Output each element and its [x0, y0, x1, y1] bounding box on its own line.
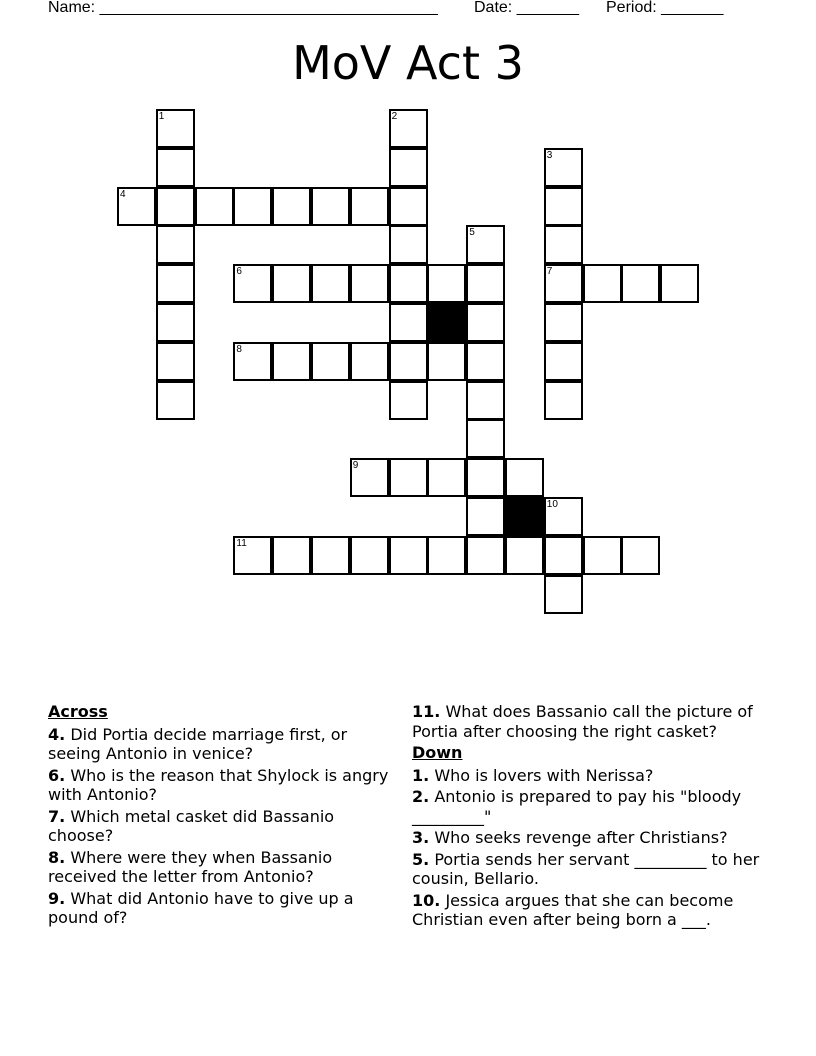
- grid-cell[interactable]: [389, 187, 428, 226]
- clue-number: 9: [352, 460, 359, 472]
- grid-cell[interactable]: [195, 187, 234, 226]
- grid-cell[interactable]: [466, 264, 505, 303]
- grid-cell[interactable]: [389, 148, 428, 187]
- down-heading: Down: [412, 743, 463, 762]
- grid-cell[interactable]: [272, 536, 311, 575]
- grid-cell[interactable]: [427, 536, 466, 575]
- grid-cell[interactable]: [311, 187, 350, 226]
- grid-cell[interactable]: [544, 148, 583, 187]
- grid-cell[interactable]: [311, 342, 350, 381]
- grid-cell[interactable]: [583, 264, 622, 303]
- black-square: [505, 497, 544, 536]
- grid-cell[interactable]: [350, 264, 389, 303]
- grid-cell[interactable]: [660, 264, 699, 303]
- clue-down-3: 3. Who seeks revenge after Christians?: [412, 828, 728, 847]
- grid-cell[interactable]: [233, 187, 272, 226]
- clues-column-left: [48, 702, 393, 930]
- grid-cell[interactable]: [156, 381, 195, 420]
- grid-cell[interactable]: [544, 187, 583, 226]
- clue-down-5: 5. Portia sends her servant _________ to her cousin, Bellario.: [412, 849, 760, 888]
- grid-cell[interactable]: [350, 458, 389, 497]
- grid-cell[interactable]: [156, 109, 195, 148]
- name-field[interactable]: Name: ______________________________________: [48, 0, 438, 16]
- clue-across-8: 8. Where were they when Bassanio received the letter from Antonio?: [48, 847, 333, 886]
- date-field[interactable]: Date: _______: [474, 0, 579, 16]
- clue-number: 4: [120, 188, 126, 200]
- grid-cell[interactable]: [466, 342, 505, 381]
- clue-number: 2: [391, 111, 398, 122]
- grid-cell[interactable]: [272, 264, 311, 303]
- grid-cell[interactable]: [389, 458, 428, 497]
- grid-cell[interactable]: [389, 536, 428, 575]
- clue-number: 5: [469, 227, 475, 239]
- clue-across-11: 11. What does Bassanio call the picture of Portia after choosing the right casket?: [412, 702, 753, 741]
- grid-cell[interactable]: [389, 109, 428, 148]
- grid-cell[interactable]: [156, 264, 195, 303]
- grid-cell[interactable]: [156, 148, 195, 187]
- clue-number: 7: [546, 266, 553, 278]
- grid-cell[interactable]: [233, 264, 272, 303]
- clue-number: 3: [546, 149, 553, 161]
- clue-down-10: 10. Jessica argues that she can become Christian even after being born a ___.: [412, 890, 734, 929]
- grid-cell[interactable]: [544, 303, 583, 342]
- clue-number: 11: [236, 537, 247, 549]
- grid-cell[interactable]: [156, 342, 195, 381]
- grid-cell[interactable]: [466, 225, 505, 264]
- grid-cell[interactable]: [544, 342, 583, 381]
- grid-cell[interactable]: [544, 536, 583, 575]
- grid-cell[interactable]: [466, 419, 505, 458]
- clue-number: 8: [236, 343, 242, 355]
- grid-cell[interactable]: [427, 458, 466, 497]
- grid-cell[interactable]: [389, 303, 428, 342]
- grid-cell[interactable]: [466, 458, 505, 497]
- clue-number: 10: [546, 499, 558, 510]
- grid-cell[interactable]: [233, 342, 272, 381]
- grid-cell[interactable]: [621, 264, 660, 303]
- clue-number: 6: [236, 266, 242, 278]
- grid-cell[interactable]: [466, 303, 505, 342]
- grid-cell[interactable]: [621, 536, 660, 575]
- grid-cell[interactable]: [350, 536, 389, 575]
- black-square: [427, 303, 466, 342]
- grid-cell[interactable]: [272, 187, 311, 226]
- grid-cell[interactable]: [544, 497, 583, 536]
- grid-cell[interactable]: [544, 575, 583, 614]
- across-heading: Across: [48, 702, 108, 721]
- grid-cell[interactable]: [466, 497, 505, 536]
- grid-cell[interactable]: [350, 187, 389, 226]
- grid-cell[interactable]: [389, 225, 428, 264]
- page-title: MoV Act 3: [292, 36, 524, 90]
- grid-cell[interactable]: [156, 303, 195, 342]
- clue-across-6: 6. Who is the reason that Shylock is angry with Antonio?: [48, 765, 389, 804]
- grid-cell[interactable]: [156, 187, 195, 226]
- grid-cell[interactable]: [505, 536, 544, 575]
- grid-cell[interactable]: [427, 264, 466, 303]
- grid-cell[interactable]: [389, 342, 428, 381]
- period-field[interactable]: Period: _______: [606, 0, 724, 16]
- grid-cell[interactable]: [583, 536, 622, 575]
- clue-across-9: 9. What did Antonio have to give up a pound of?: [48, 888, 354, 927]
- grid-cell[interactable]: [389, 264, 428, 303]
- clue-across-4: 4. Did Portia decide marriage first, or seeing Antonio in venice?: [48, 724, 348, 763]
- clues-column-right: [412, 702, 782, 932]
- grid-cell[interactable]: [544, 381, 583, 420]
- grid-cell[interactable]: [311, 264, 350, 303]
- clue-down-2: 2. Antonio is prepared to pay his "bloody _________": [412, 787, 742, 826]
- grid-cell[interactable]: [311, 536, 350, 575]
- grid-cell[interactable]: [466, 536, 505, 575]
- grid-cell[interactable]: [117, 187, 156, 226]
- clue-number: 1: [158, 111, 165, 122]
- grid-cell[interactable]: [544, 264, 583, 303]
- clue-down-1: 1. Who is lovers with Nerissa?: [412, 765, 654, 785]
- grid-cell[interactable]: [427, 342, 466, 381]
- grid-cell[interactable]: [505, 458, 544, 497]
- grid-cell[interactable]: [233, 536, 272, 575]
- grid-cell[interactable]: [272, 342, 311, 381]
- grid-cell[interactable]: [156, 225, 195, 264]
- grid-cell[interactable]: [544, 225, 583, 264]
- grid-cell[interactable]: [466, 381, 505, 420]
- grid-cell[interactable]: [389, 381, 428, 420]
- clue-across-7: 7. Which metal casket did Bassanio choose?: [48, 806, 335, 845]
- grid-cell[interactable]: [350, 342, 389, 381]
